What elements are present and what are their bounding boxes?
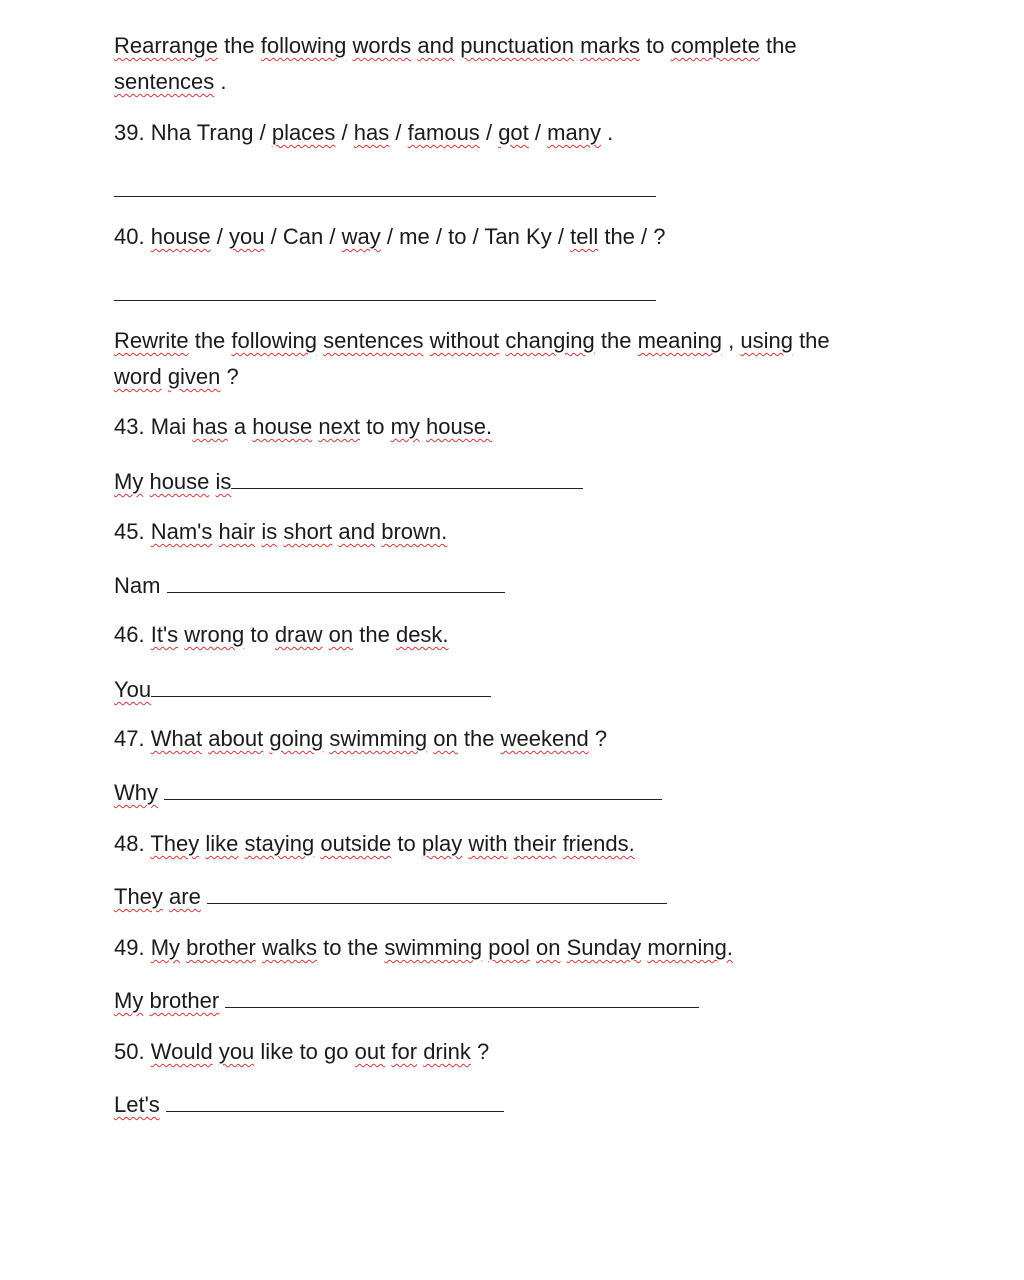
word: is <box>215 469 232 494</box>
word: and <box>338 519 376 544</box>
word: My <box>114 988 144 1013</box>
word: weekend <box>500 726 589 751</box>
word: for <box>391 1039 418 1064</box>
word: / <box>435 224 442 249</box>
word: ? <box>226 364 239 389</box>
word: Ky <box>526 224 552 249</box>
answer-blank-49[interactable] <box>225 985 699 1008</box>
word: out <box>354 1039 386 1064</box>
word: , <box>728 328 735 353</box>
answer-49 <box>114 985 699 1015</box>
word: My <box>150 935 181 960</box>
word: morning. <box>647 935 733 960</box>
word: wrong <box>184 622 245 647</box>
word: My <box>114 469 144 494</box>
word: has <box>353 120 390 145</box>
word: Nam <box>114 573 161 598</box>
word: They <box>150 831 200 856</box>
word: are <box>169 884 201 909</box>
section2-instruction-line2 <box>114 363 239 391</box>
word: about <box>208 726 264 751</box>
word: . <box>220 69 227 94</box>
word: with <box>468 831 508 856</box>
word: famous <box>407 120 480 145</box>
word: / <box>534 120 542 145</box>
word: words <box>352 33 412 58</box>
word: ? <box>477 1039 490 1064</box>
section1-instruction-line1 <box>114 32 797 60</box>
word: places <box>271 120 336 145</box>
word: Rearrange <box>114 33 218 58</box>
answer-46 <box>114 674 491 704</box>
answer-45 <box>114 570 505 600</box>
question-number: 48. <box>114 831 145 856</box>
word: pool <box>488 935 530 960</box>
word: / <box>259 120 266 145</box>
word: going <box>269 726 324 751</box>
answer-47 <box>114 777 662 807</box>
answer-blank-48[interactable] <box>207 881 667 904</box>
word: / <box>329 224 336 249</box>
word: / <box>270 224 277 249</box>
question-number: 45. <box>114 519 145 544</box>
word: the <box>765 33 797 58</box>
word: my <box>390 414 420 439</box>
word: short <box>283 519 333 544</box>
word: house. <box>426 414 493 439</box>
word: house <box>149 469 210 494</box>
answer-line-40[interactable] <box>114 300 656 301</box>
word: / <box>386 224 394 249</box>
word: Nam's <box>150 519 213 544</box>
word: way <box>341 224 381 249</box>
question-39 <box>114 119 613 147</box>
word: / <box>485 120 493 145</box>
answer-blank-43[interactable] <box>231 466 583 489</box>
word: to <box>646 33 665 58</box>
word: You <box>114 677 152 702</box>
word: on <box>433 726 458 751</box>
word: brown. <box>381 519 448 544</box>
word: like <box>260 1039 294 1064</box>
word: ? <box>594 726 608 751</box>
word: go <box>324 1039 349 1064</box>
question-45 <box>114 518 447 546</box>
word: the <box>347 935 379 960</box>
word: the <box>194 328 226 353</box>
question-number: 47. <box>114 726 145 751</box>
word: brother <box>149 988 220 1013</box>
question-number: 50. <box>114 1039 145 1064</box>
question-43 <box>114 413 492 441</box>
word: has <box>192 414 228 439</box>
word: the <box>463 726 495 751</box>
question-number: 46. <box>114 622 145 647</box>
question-number: 40. <box>114 224 145 249</box>
answer-48 <box>114 881 667 911</box>
word: the <box>600 328 632 353</box>
question-number: 43. <box>114 414 145 439</box>
word: following <box>260 33 347 58</box>
word: hair <box>218 519 256 544</box>
word: got <box>498 120 529 145</box>
word: using <box>740 328 793 353</box>
word: you <box>229 224 265 249</box>
word: / <box>472 224 479 249</box>
word: tell <box>570 224 599 249</box>
word: / <box>395 120 402 145</box>
word: sentences <box>323 328 424 353</box>
word: / <box>641 224 648 249</box>
word: friends. <box>562 831 635 856</box>
word: marks <box>580 33 640 58</box>
word: desk. <box>395 622 449 647</box>
word: Rewrite <box>114 328 189 353</box>
word: sentences <box>114 69 215 94</box>
word: Sunday <box>566 935 642 960</box>
word: their <box>513 831 557 856</box>
word: changing <box>505 328 595 353</box>
word: the <box>359 622 390 647</box>
answer-50 <box>114 1089 504 1119</box>
word: next <box>318 414 360 439</box>
word: to <box>448 224 467 249</box>
question-40 <box>114 223 666 251</box>
word: is <box>261 519 278 544</box>
question-46 <box>114 621 449 649</box>
word: Can <box>282 224 324 249</box>
word: on <box>328 622 354 647</box>
word: you <box>218 1039 255 1064</box>
section2-instruction-line1 <box>114 327 830 355</box>
answer-blank-45[interactable] <box>167 570 505 593</box>
question-47 <box>114 725 607 753</box>
word: / <box>341 120 348 145</box>
word: Would <box>150 1039 213 1064</box>
word: and <box>417 33 455 58</box>
word: Nha <box>150 120 192 145</box>
word: many <box>547 120 601 145</box>
word: / <box>557 224 564 249</box>
word: . <box>607 120 614 145</box>
word: Tan <box>484 224 520 249</box>
word: staying <box>244 831 315 856</box>
question-number: 49. <box>114 935 145 960</box>
word: house <box>150 224 211 249</box>
word: me <box>399 224 430 249</box>
word: walks <box>262 935 318 960</box>
answer-blank-46[interactable] <box>151 674 491 697</box>
word: What <box>150 726 203 751</box>
word: They <box>114 884 163 909</box>
word: the <box>604 224 635 249</box>
word: a <box>233 414 247 439</box>
word: without <box>429 328 500 353</box>
word: Mai <box>150 414 187 439</box>
word: ? <box>653 224 666 249</box>
word: draw <box>274 622 323 647</box>
word: Let's <box>114 1092 160 1117</box>
word: on <box>536 935 561 960</box>
question-48 <box>114 830 635 858</box>
word: Why <box>114 780 158 805</box>
word: meaning <box>637 328 722 353</box>
word: the <box>799 328 830 353</box>
word: swimming <box>329 726 428 751</box>
word: following <box>231 328 318 353</box>
question-50 <box>114 1038 489 1066</box>
word: brother <box>186 935 256 960</box>
word: punctuation <box>460 33 574 58</box>
word: word <box>114 364 162 389</box>
question-49 <box>114 934 733 962</box>
answer-43 <box>114 466 583 496</box>
answer-line-39[interactable] <box>114 196 656 197</box>
word: outside <box>320 831 392 856</box>
word: to <box>299 1039 318 1064</box>
word: the <box>224 33 255 58</box>
word: given <box>167 364 221 389</box>
word: to <box>366 414 385 439</box>
word: swimming <box>384 935 483 960</box>
answer-blank-47[interactable] <box>164 777 662 800</box>
word: like <box>205 831 239 856</box>
word: Trang <box>196 120 254 145</box>
word: It's <box>150 622 179 647</box>
word: to <box>323 935 342 960</box>
word: drink <box>423 1039 471 1064</box>
question-number: 39. <box>114 120 145 145</box>
word: to <box>397 831 416 856</box>
answer-blank-50[interactable] <box>166 1089 504 1112</box>
word: play <box>421 831 463 856</box>
word: house <box>252 414 313 439</box>
word: complete <box>670 33 760 58</box>
section1-instruction-line2 <box>114 68 227 96</box>
word: / <box>216 224 223 249</box>
word: to <box>250 622 269 647</box>
